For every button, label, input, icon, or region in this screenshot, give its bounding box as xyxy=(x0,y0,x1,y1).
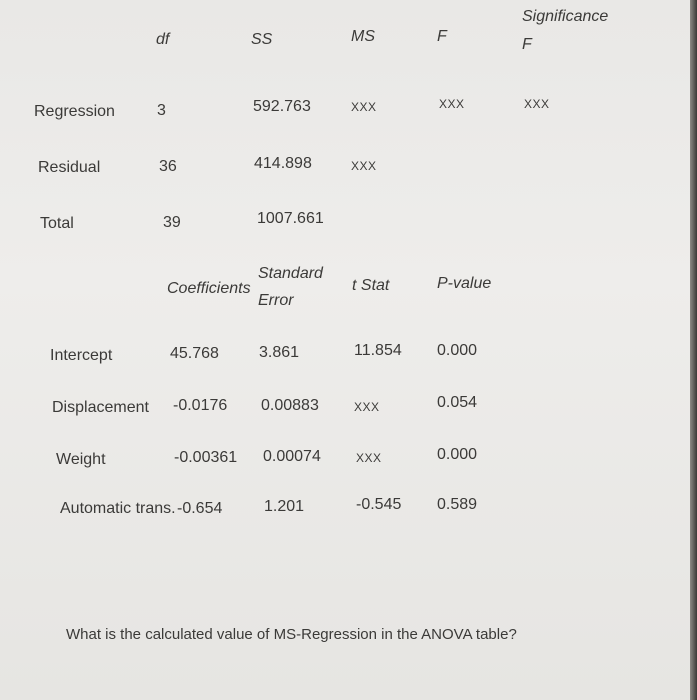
anova-total-df: 39 xyxy=(163,214,181,231)
coef-row-pvalue: 0.054 xyxy=(437,394,478,411)
anova-header-f: F xyxy=(437,28,447,45)
anova-residual-ms: XXX xyxy=(351,159,377,173)
coef-row-tstat: 11.854 xyxy=(354,342,402,359)
coef-header-tstat: t Stat xyxy=(352,277,390,294)
anova-regression-f: XXX xyxy=(439,97,465,111)
coef-row-pvalue: 0.589 xyxy=(437,496,478,513)
page-edge-shadow xyxy=(690,0,697,700)
coef-row-se: 3.861 xyxy=(259,344,300,361)
coef-header-se-1: Standard xyxy=(258,265,323,282)
anova-residual-df: 36 xyxy=(159,158,177,175)
coef-row-se: 1.201 xyxy=(264,498,305,515)
coef-row-coef: -0.654 xyxy=(177,500,223,517)
anova-regression-ms: XXX xyxy=(351,100,377,114)
anova-residual-label: Residual xyxy=(38,159,101,176)
anova-total-ss: 1007.661 xyxy=(257,210,324,227)
coef-row-label: Weight xyxy=(56,451,106,468)
coef-row-se: 0.00883 xyxy=(261,397,319,414)
anova-regression-ss: 592.763 xyxy=(253,98,311,115)
coef-row-label: Intercept xyxy=(50,347,113,364)
anova-header-sigf-2: F xyxy=(522,36,532,53)
anova-regression-sigf: XXX xyxy=(524,97,550,111)
coef-row-tstat: XXX xyxy=(356,451,382,465)
anova-regression-df: 3 xyxy=(157,102,166,119)
coef-row-label: Displacement xyxy=(52,399,149,416)
coef-row-pvalue: 0.000 xyxy=(437,446,478,463)
coef-row-pvalue: 0.000 xyxy=(437,342,478,359)
coef-row-tstat: -0.545 xyxy=(356,496,402,513)
coef-header-se-2: Error xyxy=(258,292,294,309)
coef-row-coef: -0.00361 xyxy=(174,449,238,466)
coef-header-coefficients: Coefficients xyxy=(167,280,251,297)
question-text: What is the calculated value of MS-Regression in the ANOVA table? xyxy=(66,626,517,643)
anova-header-ss: SS xyxy=(251,31,273,48)
anova-total-label: Total xyxy=(40,215,74,232)
coef-row-label: Automatic trans. xyxy=(60,500,176,517)
coef-header-pvalue: P-value xyxy=(437,275,492,292)
coef-row-coef: -0.0176 xyxy=(173,397,228,414)
coef-row-coef: 45.768 xyxy=(170,345,219,362)
anova-residual-ss: 414.898 xyxy=(254,155,312,172)
anova-header-sigf-1: Significance xyxy=(522,8,609,25)
anova-header-ms: MS xyxy=(351,28,375,45)
anova-regression-label: Regression xyxy=(34,103,115,120)
anova-header-df: df xyxy=(156,31,170,48)
coef-row-tstat: XXX xyxy=(354,400,380,414)
coef-row-se: 0.00074 xyxy=(263,448,321,465)
